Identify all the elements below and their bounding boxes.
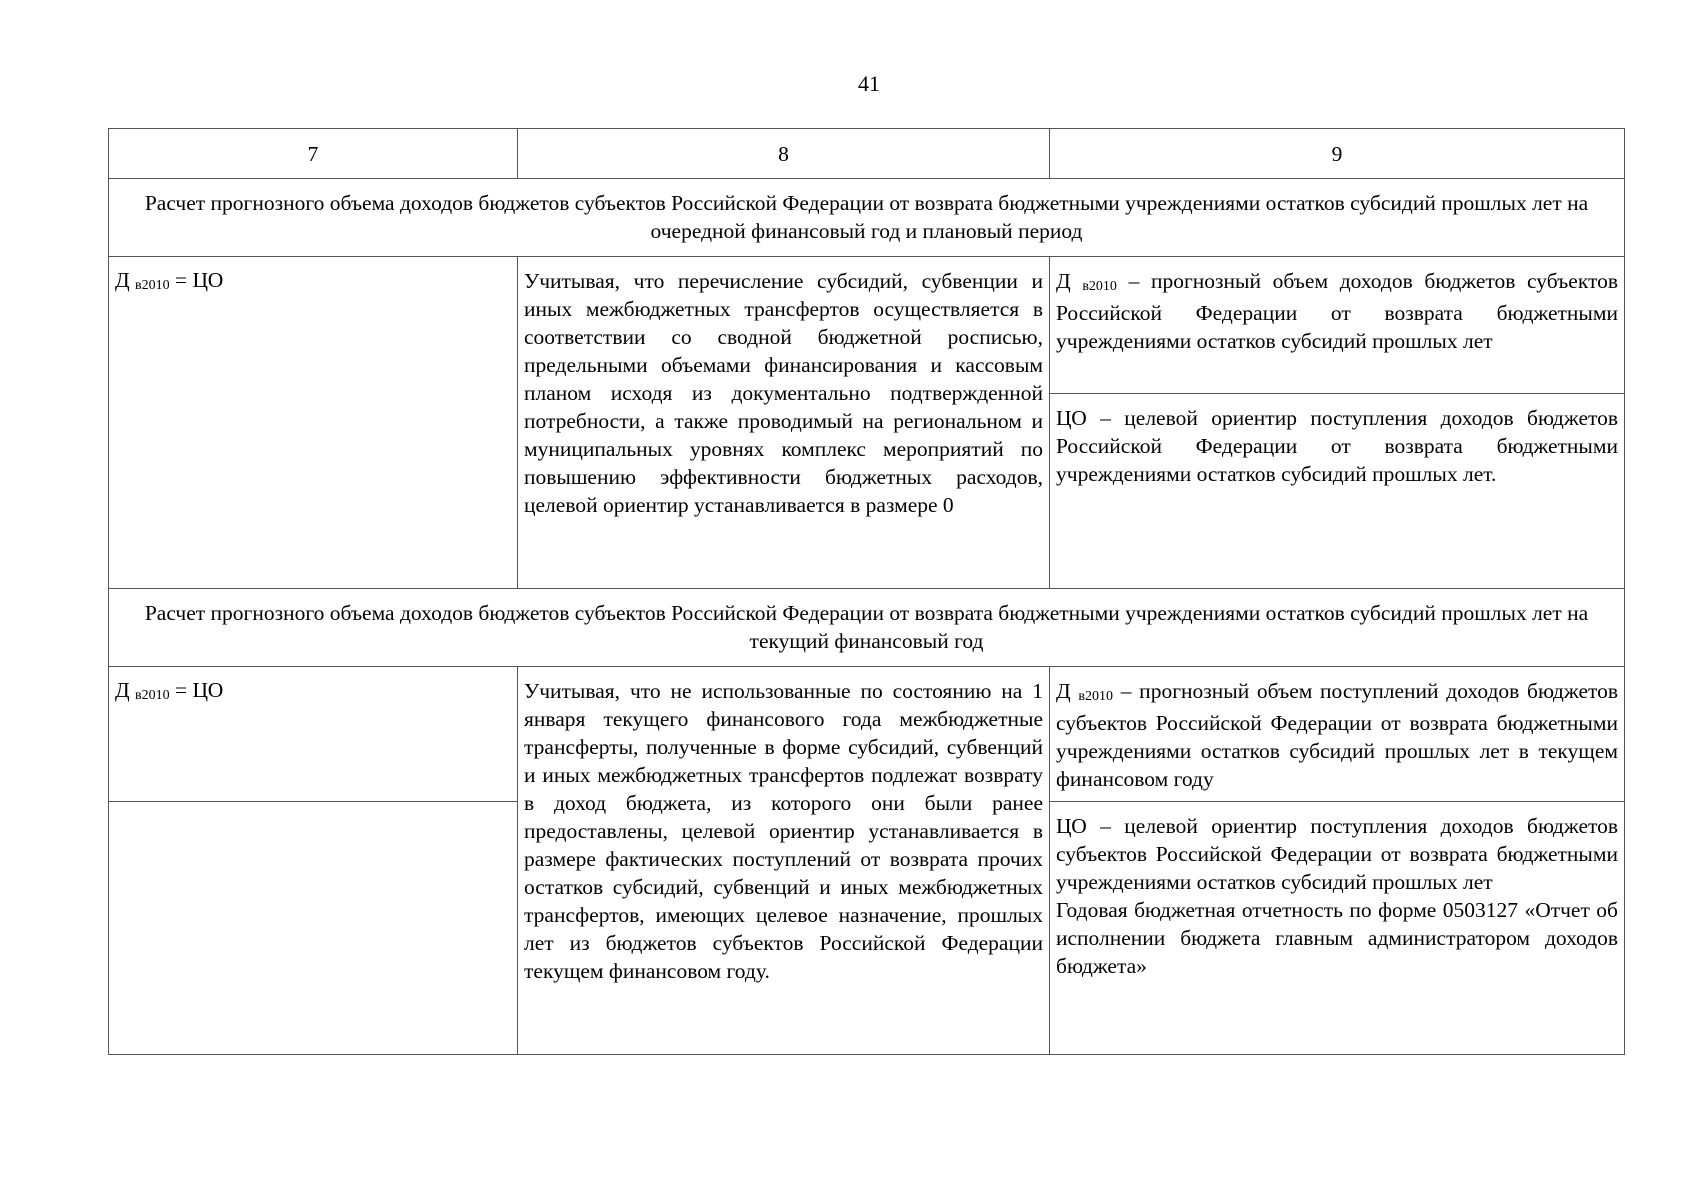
variable-definition-text: – прогнозный объем поступлений доходов бюджетов субъектов Российской Федерации от возврата бюджетными учреждениями остатков субсидий прошлых лет в текущем финансовом году — [1056, 679, 1618, 791]
formula-subscript: в2010 — [135, 278, 170, 293]
formula-rhs: = ЦО — [169, 678, 224, 702]
section-body-row — [109, 667, 1625, 802]
formula-cell — [109, 667, 518, 802]
formula-symbol: Д — [115, 268, 136, 292]
variable-symbol: Д — [1056, 679, 1079, 703]
empty-cell — [109, 802, 518, 1055]
column-header-7: 7 — [109, 129, 518, 179]
methodology-table — [108, 128, 1625, 1055]
description-cell: Учитывая, что перечисление субсидий, субвенции и иных межбюджетных трансфертов осуществляется в соответствии со сводной бюджетной росписью, предельными объемами финансирования и кассовым планом исходя из документально подтвержденной потребности, а также проводимый на региональном и муниципальных уровнях комплекс мероприятий по повышению эффективности бюджетных расходов, целевой ориентир устанавливается в размере 0 — [518, 257, 1050, 589]
formula-symbol: Д — [115, 678, 136, 702]
data-source-text: Годовая бюджетная отчетность по форме 0503127 «Отчет об исполнении бюджета главным администратором доходов бюджета» — [1056, 898, 1618, 978]
section-title-row — [109, 589, 1625, 667]
column-header-row — [109, 129, 1625, 179]
column-header-9: 9 — [1050, 129, 1625, 179]
formula-rhs: = ЦО — [169, 268, 224, 292]
variable-definition-cell — [1050, 257, 1625, 394]
column-header-8: 8 — [518, 129, 1050, 179]
variable-definition-cell — [1050, 667, 1625, 802]
target-definition-cell: ЦО – целевой ориентир поступления доходов бюджетов Российской Федерации от возврата бюджетными учреждениями остатков субсидий прошлых лет. — [1050, 394, 1625, 589]
section-title-row — [109, 179, 1625, 257]
variable-symbol: Д — [1056, 269, 1083, 293]
section-body-row — [109, 257, 1625, 394]
target-definition-cell — [1050, 802, 1625, 1055]
variable-subscript: в2010 — [1078, 689, 1114, 704]
formula-cell — [109, 257, 518, 589]
target-definition-text: ЦО – целевой ориентир поступления доходов бюджетов субъектов Российской Федерации от возврата бюджетными учреждениями остатков субсидий прошлых лет — [1056, 814, 1618, 894]
formula-subscript: в2010 — [135, 688, 170, 703]
section-title: Расчет прогнозного объема доходов бюджетов субъектов Российской Федерации от возврата бюджетными учреждениями остатков субсидий прошлых лет на текущий финансовый год — [109, 589, 1625, 667]
variable-definition-text: – прогнозный объем доходов бюджетов субъектов Российской Федерации от возврата бюджетными учреждениями остатков субсидий прошлых лет — [1056, 269, 1618, 353]
section-title: Расчет прогнозного объема доходов бюджетов субъектов Российской Федерации от возврата бюджетными учреждениями остатков субсидий прошлых лет на очередной финансовый год и плановый период — [109, 179, 1625, 257]
page-number: 41 — [858, 71, 880, 96]
variable-subscript: в2010 — [1082, 279, 1117, 294]
description-cell: Учитывая, что не использованные по состоянию на 1 января текущего финансового года межбюджетные трансферты, полученные в форме субсидий, субвенций и иных межбюджетных трансфертов подлежат возврату в доход бюджета, из которого они были ранее предоставлены, целевой ориентир устанавливается в размере фактических поступлений от возврата прочих остатков субсидий, субвенций и иных межбюджетных трансфертов, имеющих целевое назначение, прошлых лет из бюджетов субъектов Российской Федерации текущем финансовом году. — [518, 667, 1050, 1055]
